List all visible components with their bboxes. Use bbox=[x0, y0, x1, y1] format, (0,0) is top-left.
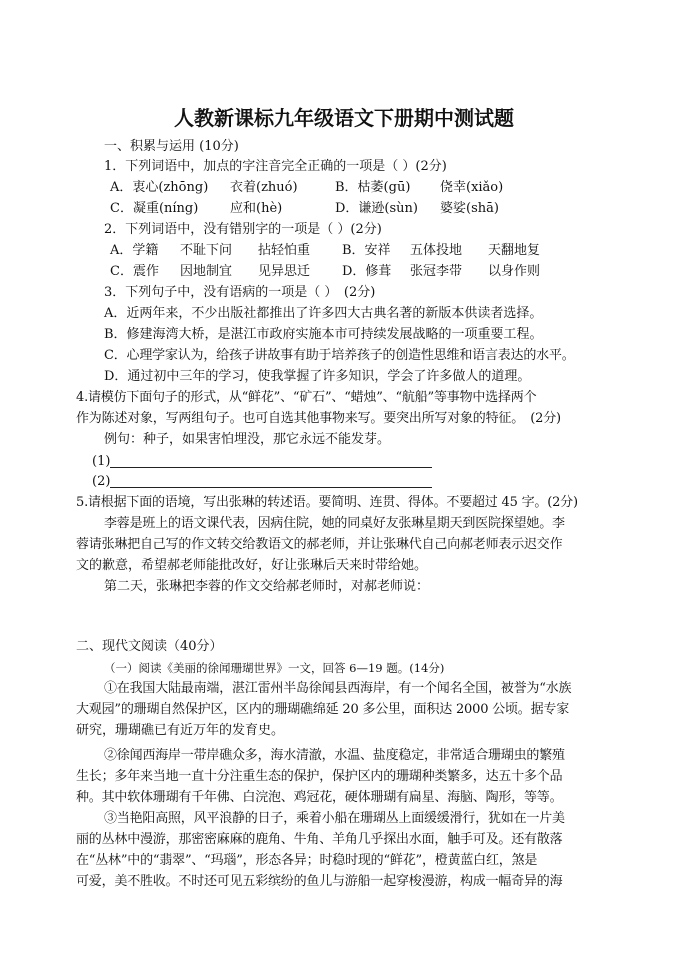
reading-subheading: （一）阅读《美丽的徐闻珊瑚世界》一文，回答 6—19 题。(14分) bbox=[104, 661, 445, 675]
q5-context-line-4: 第二天，张琳把李蓉的作文交给郝老师时，对郝老师说： bbox=[104, 579, 430, 594]
reading-line-7: ③当艳阳高照，风平浪静的日子，乘着小船在珊瑚丛上面缓缓滑行，犹如在一片美 bbox=[104, 811, 565, 826]
q1-option-d2: 婆娑(shā) bbox=[440, 201, 499, 216]
q3-option-a: A．近两年来，不少出版社都推出了许多四大古典名著的新版本供读者选择。 bbox=[104, 306, 543, 321]
q2-option-c-w2: 因地制宜 bbox=[180, 264, 233, 279]
question-1-stem: 1．下列词语中，加点的字注音完全正确的一项是（ ）(2分) bbox=[104, 159, 447, 174]
reading-line-1: ①在我国大陆最南端，湛江雷州半岛徐闻县西海岸，有一个闻名全国，被誉为“水族 bbox=[104, 681, 572, 696]
answer-blank-2[interactable] bbox=[110, 487, 432, 488]
q1-option-c2: 应和(hè) bbox=[230, 201, 283, 216]
reading-line-6: 种。其中软体珊瑚有千年佛、白浣泡、鸡冠花，硬体珊瑚有扁星、海脑、陶形，等等。 bbox=[76, 790, 563, 805]
q1-option-b: B．枯萎(gū) bbox=[335, 180, 411, 195]
q1-option-d: D．谦逊(sùn) bbox=[335, 201, 418, 216]
section-heading-2: 二、现代文阅读（40分） bbox=[76, 639, 223, 654]
reading-line-5: 生长；多年来当地一直十分注重生态的保护，保护区内的珊瑚种类繁多，达五十多个品 bbox=[76, 769, 563, 784]
q5-context-line-2: 蓉请张琳把自己写的作文转交给教语文的郝老师，并让张琳代自己向郝老师表示迟交作 bbox=[76, 537, 563, 552]
section-heading-1: 一、积累与运用 (10分) bbox=[104, 139, 239, 154]
q2-option-b-w3: 天翻地复 bbox=[488, 243, 541, 258]
question-4-line-2: 作为陈述对象，写两组句子。也可自选其他事物来写。要突出所写对象的特征。 (2分) bbox=[76, 411, 561, 426]
reading-line-4: ②徐闻西海岸一带岸礁众多，海水清澈，水温、盐度稳定，非常适合珊瑚虫的繁殖 bbox=[104, 748, 565, 763]
reading-line-3: 研究，珊瑚礁已有近万年的发育史。 bbox=[76, 723, 285, 738]
q2-option-b: B．安祥 bbox=[342, 243, 391, 258]
q2-option-a-w3: 拈轻怕重 bbox=[258, 243, 311, 258]
q5-context-line-1: 李蓉是班上的语文课代表，因病住院，她的同桌好友张琳星期天到医院探望她。李 bbox=[104, 516, 565, 531]
q5-context-line-3: 文的歉意，希望郝老师能批改好，好让张琳后天来时带给她。 bbox=[76, 558, 428, 573]
answer-blank-1[interactable] bbox=[110, 467, 432, 468]
q2-option-d-w3: 以身作则 bbox=[488, 264, 541, 279]
question-3-stem: 3．下列句子中，没有语病的一项是（ ） (2分) bbox=[104, 285, 376, 300]
q2-option-b-w2: 五体投地 bbox=[410, 243, 463, 258]
q2-option-a-w2: 不耻下问 bbox=[180, 243, 233, 258]
q2-option-c: C．震作 bbox=[110, 264, 159, 279]
q2-option-c-w3: 见异思迁 bbox=[258, 264, 311, 279]
q3-option-b: B．修建海湾大桥，是湛江市政府实施本市可持续发展战略的一项重要工程。 bbox=[104, 327, 543, 342]
q2-option-d: D．修葺 bbox=[342, 264, 392, 279]
question-4-line-1: 4.请模仿下面句子的形式，从“鲜花”、“矿石”、“蜡烛”、“航船”等事物中选择两个 bbox=[76, 390, 537, 405]
reading-line-2: 大观园”的珊瑚自然保护区，区内的珊瑚礁绵延 20 多公里，面积达 2000 公顷。据专家 bbox=[76, 702, 570, 717]
page-title: 人教新课标九年级语文下册期中测试题 bbox=[174, 106, 514, 130]
q2-option-d-w2: 张冠李带 bbox=[410, 264, 463, 279]
reading-line-9: 在“丛林”中的“翡翠”、“玛瑙”，形态各异；时稳时现的“鲜花”，橙黄蓝白红，煞是 bbox=[76, 853, 538, 868]
question-2-stem: 2．下列词语中，没有错别字的一项是（ ）(2分) bbox=[104, 222, 382, 237]
question-4-example: 例句：种子，如果害怕埋没，那它永远不能发芽。 bbox=[104, 432, 391, 447]
q1-option-a2: 衣着(zhuó) bbox=[230, 180, 298, 195]
q3-option-d: D．通过初中三年的学习，使我掌握了许多知识，学会了许多做人的道理。 bbox=[104, 369, 531, 384]
reading-line-10: 可爱，美不胜收。不时还可见五彩缤纷的鱼儿与游船一起穿梭漫游，构成一幅奇异的海 bbox=[76, 874, 563, 889]
q3-option-c: C．心理学家认为，给孩子讲故事有助于培养孩子的创造性思维和语言表达的水平。 bbox=[104, 348, 575, 363]
q1-option-a: A．衷心(zhōng) bbox=[110, 180, 209, 195]
answer-blank-1-label: (1) bbox=[92, 454, 111, 469]
q1-option-b2: 侥幸(xiǎo) bbox=[440, 180, 504, 195]
reading-line-8: 丽的丛林中漫游，那密密麻麻的鹿角、牛角、羊角几乎探出水面，触手可及。还有散落 bbox=[76, 832, 563, 847]
q1-option-c: C．凝重(níng) bbox=[110, 201, 199, 216]
q2-option-a: A．学籍 bbox=[110, 243, 159, 258]
answer-blank-2-label: (2) bbox=[92, 474, 111, 489]
question-5-stem: 5.请根据下面的语境，写出张琳的转述语。要简明、连贯、得体。不要超过 45 字。(2分) bbox=[76, 495, 578, 510]
